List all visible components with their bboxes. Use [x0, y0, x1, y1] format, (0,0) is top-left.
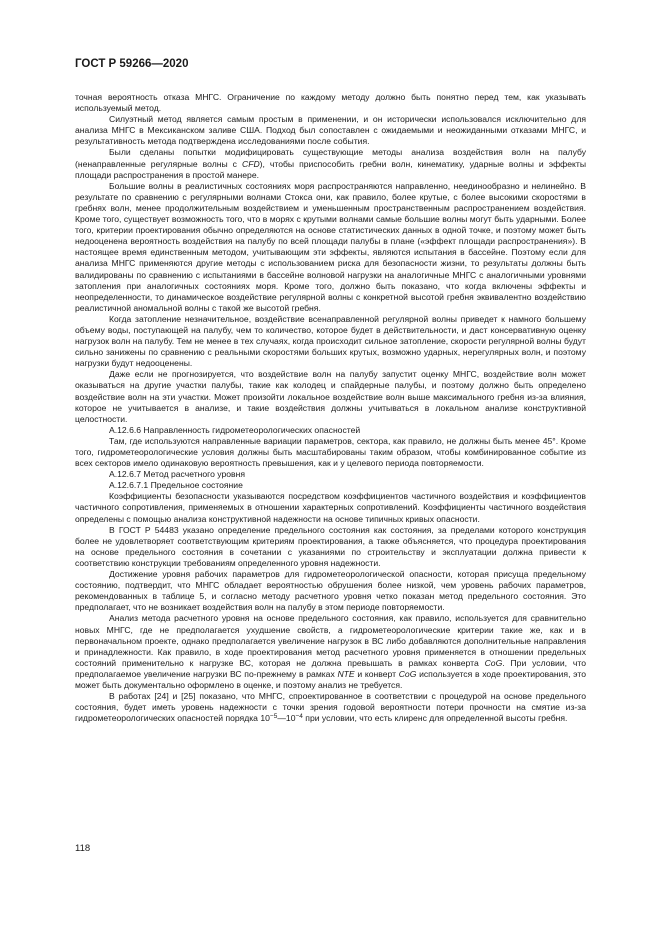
page-number: 118 [75, 843, 91, 854]
paragraph [75, 147, 586, 180]
paragraph-text: ), чтобы приспособить гребни волн, кинематику, ударные волны и эффекты площади распространения в простой манере. [75, 158, 586, 180]
paragraph-text: . При условии, что предполагаемое увеличение нагрузки ВС по-прежнему в рамках [75, 657, 586, 679]
paragraph: Даже если не прогнозируется, что воздействие волн на палубу запустит оценку МНГС, воздействие волн может оказываться на другие участки палубы, такие как колодец и спайдерные палубы, и поэтому должно быть определено воздействие волн на эти участки. Может произойти локальное воздействие волн выше максимального гребня из-за влияния, которое не учитывается в анализе, и такие воздействия должны учитываться в локальном анализе конструктивной целостности. [75, 369, 586, 424]
paragraph: Силуэтный метод является самым простым в применении, и он исторически использовался исключительно для анализа МНГС в Мексиканском заливе США. Подход был сопоставлен с ожидаемыми и неожиданными отказами МНГС, и результативность метода подтверждена исследованиями после события. [75, 114, 586, 147]
paragraph-text: Анализ метода расчетного уровня на основе предельного состояния, как правило, используется для сравнительно новых МНГС, где не предполагается ухудшение свойств, а гидрометеорологические критерии такие же, как и в первоначальном проекте, однако предполагается увеличение нагрузок в ВС либо добавляются дополнительные направления и принадлежности. Как правило, в ходе проектирования метод расчетного уровня применяется в отношении предельных состояний применительно к нагрузке ВС, которая не должна превышать в рамках конверта [75, 613, 586, 668]
paragraph: Там, где используются направленные вариации параметров, сектора, как правило, не должны быть менее 45°. Кроме того, гидрометеорологические условия должны быть масштабированы таким образом, чтобы комбинированное событие из всех секторов имело одинаковую вероятность превышения, как и у целевого периода повторяемости. [75, 435, 586, 469]
paragraph-text: Были сделаны попытки модифицировать существующие методы анализа воздействия волн на палубу (ненаправленные регулярные волны с [75, 147, 586, 169]
section-heading: А.12.6.6 Направленность гидрометеорологических опасностей [109, 424, 361, 435]
page-body [75, 92, 586, 724]
paragraph-text: В работах [24] и [25] показано, что МНГС, спроектированное в соответствии с процедурой на основе предельного состояния, будет иметь уровень надежности с точки зрения годовой вероятности потери прочности на смятие из-за гидрометеорологических опасностей порядка 10 [75, 691, 586, 724]
paragraph: Достижение уровня рабочих параметров для гидрометеорологической опасности, которая присуща предельному состоянию, подтвердит, что МНГС обладает вероятностью обрушения более низкой, чем уровень рабочих параметров, рекомендованных в таблице 5, и согласно методу расчетного уровня четко показан метод предельного состояния. Это предполагает, что не возникает воздействия волн на палубу в этом периоде повторяемости. [75, 569, 586, 613]
paragraph: В ГОСТ Р 54483 указано определение предельного состояния как состояния, за пределами которого конструкция более не удовлетворяет соответствующим критериям проектирования, а также объясняется, что процедура проектирования на основе предельного состояния в сочетании с указаниями по строительству и эксплуатации должна привести к соответствию конструкции требованиям определенного уровня надежности. [75, 524, 586, 568]
paragraph [75, 613, 586, 691]
italic-term: CoG [484, 657, 503, 668]
paragraph-text: и конверт [354, 668, 399, 679]
italic-term: NTE [337, 668, 355, 679]
italic-term: CoG [398, 668, 417, 679]
paragraph: Когда затопление незначительное, воздействие всенаправленной регулярной волны приведет к намного большему объему воды, поступающей на палубу, чем то количество, которое будет в действительности, и даст консервативную оценку нагрузок волн на палубу. Тем не менее в тех случаях, когда происходит сильное затопление, скорости регулярной волны будут сильно занижены по сравнению с реальными скоростями больших крутых, возможно ударных, нерегулярных волн, и поэтому нагрузки будут недооценены. [75, 313, 586, 369]
paragraph: точная вероятность отказа МНГС. Ограничение по каждому методу должно быть понятно перед тем, как указывать используемый метод. [75, 92, 586, 114]
paragraph-text: при условии, что есть клиренс для определенной высоты гребня. [302, 713, 568, 724]
exponent: −4 [295, 713, 303, 721]
section-heading: А.12.6.7 Метод расчетного уровня [109, 469, 246, 480]
paragraph-text: —10 [277, 713, 296, 724]
paragraph [75, 691, 586, 724]
paragraph: Большие волны в реалистичных состояниях моря распространяются направленно, неединообразно и нелинейно. В результате по сравнению с регулярными волнами Стокса они, как правило, более крутые, с более высокими скоростями в гребнях волн, менее продолжительным воздействием и уменьшенным пространственным распространением воздействия. Кроме того, существует возможность того, что в морях с крутыми волнами самые большие волны могут быть ударными. Более того, критерии проектирования обычно определяются на основе статистических данных в одной точке, и поэтому может быть недооценена вероятность воздействия на палубу по всей площади палубы в плане («эффект площади распространения»). В настоящее время единственным методом, учитывающим эти эффекты, являются испытания в бассейне. Поэтому если для анализа МНГС применяются другие методы с использованием риска для безопасности жизни, то результаты должны быть валидированы по сравнению с испытаниями в бассейне волновой нагрузки на аналогичные МНГС с аналогичными уровнями затопления при аналогичных состояниях моря. Кроме того, должно быть показано, что когда включены эффекты и неопределенности, то динамическое воздействие регулярной волны с конкретной высотой гребня эквивалентно воздействию реалистичной аномальной волны с такой же высотой гребня. [75, 180, 586, 313]
exponent: −5 [269, 713, 278, 721]
section-heading: А.12.6.7.1 Предельное состояние [109, 480, 243, 491]
italic-term: CFD [241, 158, 260, 169]
paragraph: Коэффициенты безопасности указываются посредством коэффициентов частичного воздействия и коэффициентов частичного сопротивления, применяемых в отношении характерных сопротивлений. Коэффициенты частичного воздействия определены с помощью анализа конструктивной надежности на основе типичных кривых опасности. [75, 491, 586, 524]
standard-header: ГОСТ Р 59266—2020 [75, 58, 189, 70]
paragraph-text: используется в ходе проектирования, это может быть документально оформлено в оценке, и поэтому анализ не требуется. [75, 668, 586, 690]
